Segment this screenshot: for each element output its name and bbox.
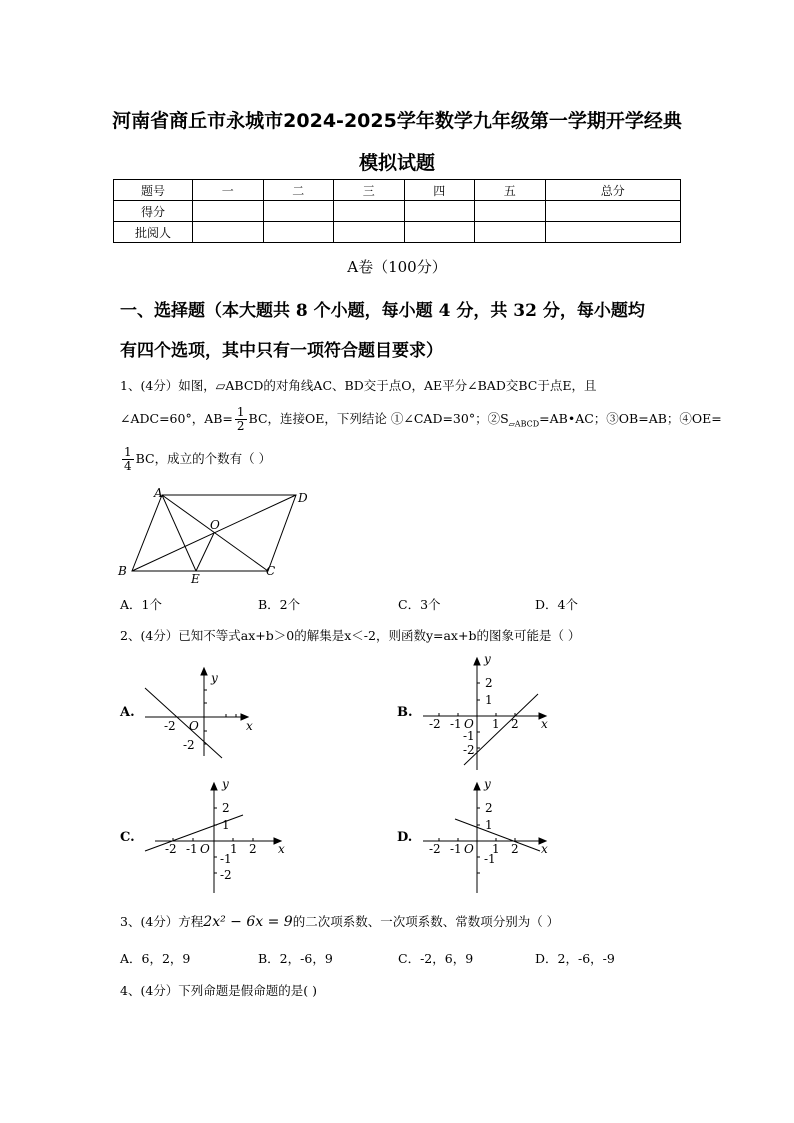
q2-label-a[interactable]: A. xyxy=(120,705,135,720)
q1-line1: 1、(4分）如图，▱ABCD的对角线AC、BD交于点O，AE平分∠BAD交BC于点E，且 xyxy=(120,378,597,393)
svg-text:-1: -1 xyxy=(463,729,475,743)
score-table-header-row xyxy=(114,180,681,201)
svg-text:-1: -1 xyxy=(484,852,496,866)
segment-ae xyxy=(162,495,196,571)
q1-fraction-quarter xyxy=(122,446,134,473)
svg-text:-2: -2 xyxy=(429,842,441,856)
label-b: B xyxy=(118,564,127,578)
graph-c xyxy=(143,775,293,900)
grader-cell xyxy=(193,222,264,243)
grader-cell xyxy=(475,222,546,243)
q1-line2-c: =AB•AC；③OB=AB；④OE= xyxy=(539,411,722,426)
q2-label-c[interactable]: C. xyxy=(120,830,135,845)
grader-row xyxy=(114,222,681,243)
score-header-cell: 总分 xyxy=(545,180,681,201)
q1-line2-a: ∠ADC=60°，AB= xyxy=(120,411,233,426)
exam-title-line2: 模拟试题 xyxy=(358,152,435,174)
frac-den: 2 xyxy=(236,419,245,433)
svg-text:1: 1 xyxy=(485,693,493,707)
q3-option-b[interactable]: B．2，-6，9 xyxy=(258,951,333,966)
volume-heading: A卷（100分） xyxy=(347,258,447,276)
score-table xyxy=(113,179,681,243)
score-cell xyxy=(334,201,405,222)
q3-option-c[interactable]: C．-2，6，9 xyxy=(398,951,474,966)
q1-option-b[interactable]: B．2个 xyxy=(258,597,301,612)
grader-cell xyxy=(404,222,475,243)
score-header-cell: 三 xyxy=(334,180,405,201)
q1-line2-b: BC，连接OE，下列结论 ①∠CAD=30°；②S xyxy=(248,411,509,426)
label-d: D xyxy=(298,491,308,505)
exam-title-line1: 河南省商丘市永城市2024-2025学年数学九年级第一学期开学经典 xyxy=(112,110,682,132)
svg-text:O: O xyxy=(200,842,210,856)
q2-text: 2、(4分）已知不等式ax+b＞0的解集是x＜-2，则函数y=ax+b的图象可能是（ ） xyxy=(120,628,581,643)
score-cell xyxy=(404,201,475,222)
section-heading-line1: 一、选择题（本大题共 8 个小题，每小题 4 分，共 32 分，每小题均 xyxy=(120,301,645,321)
svg-text:2: 2 xyxy=(249,842,257,856)
q3-option-d[interactable]: D．2，-6，-9 xyxy=(535,951,615,966)
svg-text:2: 2 xyxy=(485,801,493,815)
q4-text: 4、(4分）下列命题是假命题的是( ) xyxy=(120,983,318,998)
svg-text:-1: -1 xyxy=(220,852,232,866)
q1-line3-text: BC，成立的个数有（ ） xyxy=(135,451,272,466)
svg-text:1: 1 xyxy=(485,818,493,832)
q2-label-b[interactable]: B. xyxy=(397,705,413,720)
svg-text:-1: -1 xyxy=(186,842,198,856)
label-a: A xyxy=(154,486,163,500)
svg-text:2: 2 xyxy=(485,676,493,690)
svg-text:-2: -2 xyxy=(183,738,195,752)
q1-fraction-half xyxy=(235,406,247,433)
grader-cell xyxy=(263,222,334,243)
section-heading-line2: 有四个选项，其中只有一项符合题目要求） xyxy=(120,341,443,361)
q3-equation: 2x² − 6x = 9 xyxy=(203,914,293,930)
svg-text:x: x xyxy=(541,842,548,856)
score-header-cell: 一 xyxy=(193,180,264,201)
q3-text-a: 3、(4分）方程 xyxy=(120,914,204,929)
svg-text:1: 1 xyxy=(492,717,500,731)
q3-text-b: 的二次项系数、一次项系数、常数项分别为（ ） xyxy=(292,914,560,929)
svg-text:O: O xyxy=(464,717,474,731)
label-o: O xyxy=(210,518,220,532)
svg-text:x: x xyxy=(278,842,285,856)
score-header-cell: 五 xyxy=(475,180,546,201)
svg-text:1: 1 xyxy=(230,842,238,856)
score-cell xyxy=(193,201,264,222)
q1-line3 xyxy=(120,446,271,473)
svg-text:y: y xyxy=(484,652,491,666)
score-cell xyxy=(545,201,681,222)
label-c: C xyxy=(266,564,276,578)
frac-num: 1 xyxy=(124,445,132,459)
graph-d xyxy=(418,775,553,900)
q1-area-subscript: ▱ABCD xyxy=(508,419,540,429)
svg-text:-2: -2 xyxy=(164,719,176,733)
q1-option-d[interactable]: D．4个 xyxy=(535,597,578,612)
score-row xyxy=(114,201,681,222)
svg-text:y: y xyxy=(222,777,229,791)
q1-option-c[interactable]: C．3个 xyxy=(398,597,441,612)
parallelogram-figure xyxy=(118,485,313,585)
score-header-cell: 二 xyxy=(263,180,334,201)
score-header-cell: 题号 xyxy=(114,180,193,201)
svg-text:1: 1 xyxy=(492,842,500,856)
svg-text:2: 2 xyxy=(511,717,519,731)
score-cell xyxy=(263,201,334,222)
q3-text xyxy=(120,912,559,930)
grader-row-label: 批阅人 xyxy=(114,222,193,243)
svg-text:O: O xyxy=(464,842,474,856)
frac-num: 1 xyxy=(236,405,245,419)
svg-text:y: y xyxy=(484,777,491,791)
frac-den: 4 xyxy=(124,459,132,473)
svg-text:1: 1 xyxy=(222,818,230,832)
label-e: E xyxy=(191,572,200,586)
q3-option-a[interactable]: A．6，2，9 xyxy=(120,951,191,966)
q2-label-d[interactable]: D. xyxy=(397,830,413,845)
svg-text:-1: -1 xyxy=(450,842,462,856)
score-row-label: 得分 xyxy=(114,201,193,222)
svg-text:2: 2 xyxy=(222,801,230,815)
grader-cell xyxy=(545,222,681,243)
q1-option-a[interactable]: A．1个 xyxy=(120,597,162,612)
svg-text:O: O xyxy=(189,719,199,733)
q1-line2 xyxy=(120,406,722,433)
segment-oe xyxy=(196,533,214,571)
svg-text:x: x xyxy=(246,719,253,733)
score-cell xyxy=(475,201,546,222)
graph-b xyxy=(418,650,553,775)
svg-text:-2: -2 xyxy=(429,717,441,731)
grader-cell xyxy=(334,222,405,243)
svg-text:x: x xyxy=(541,717,548,731)
svg-text:-1: -1 xyxy=(450,717,462,731)
svg-text:-2: -2 xyxy=(220,868,232,882)
svg-text:-2: -2 xyxy=(165,842,177,856)
svg-text:-2: -2 xyxy=(463,743,475,757)
graph-b-line xyxy=(464,694,538,765)
score-header-cell: 四 xyxy=(404,180,475,201)
svg-text:y: y xyxy=(211,671,218,685)
graph-a xyxy=(140,660,260,760)
svg-text:2: 2 xyxy=(511,842,519,856)
